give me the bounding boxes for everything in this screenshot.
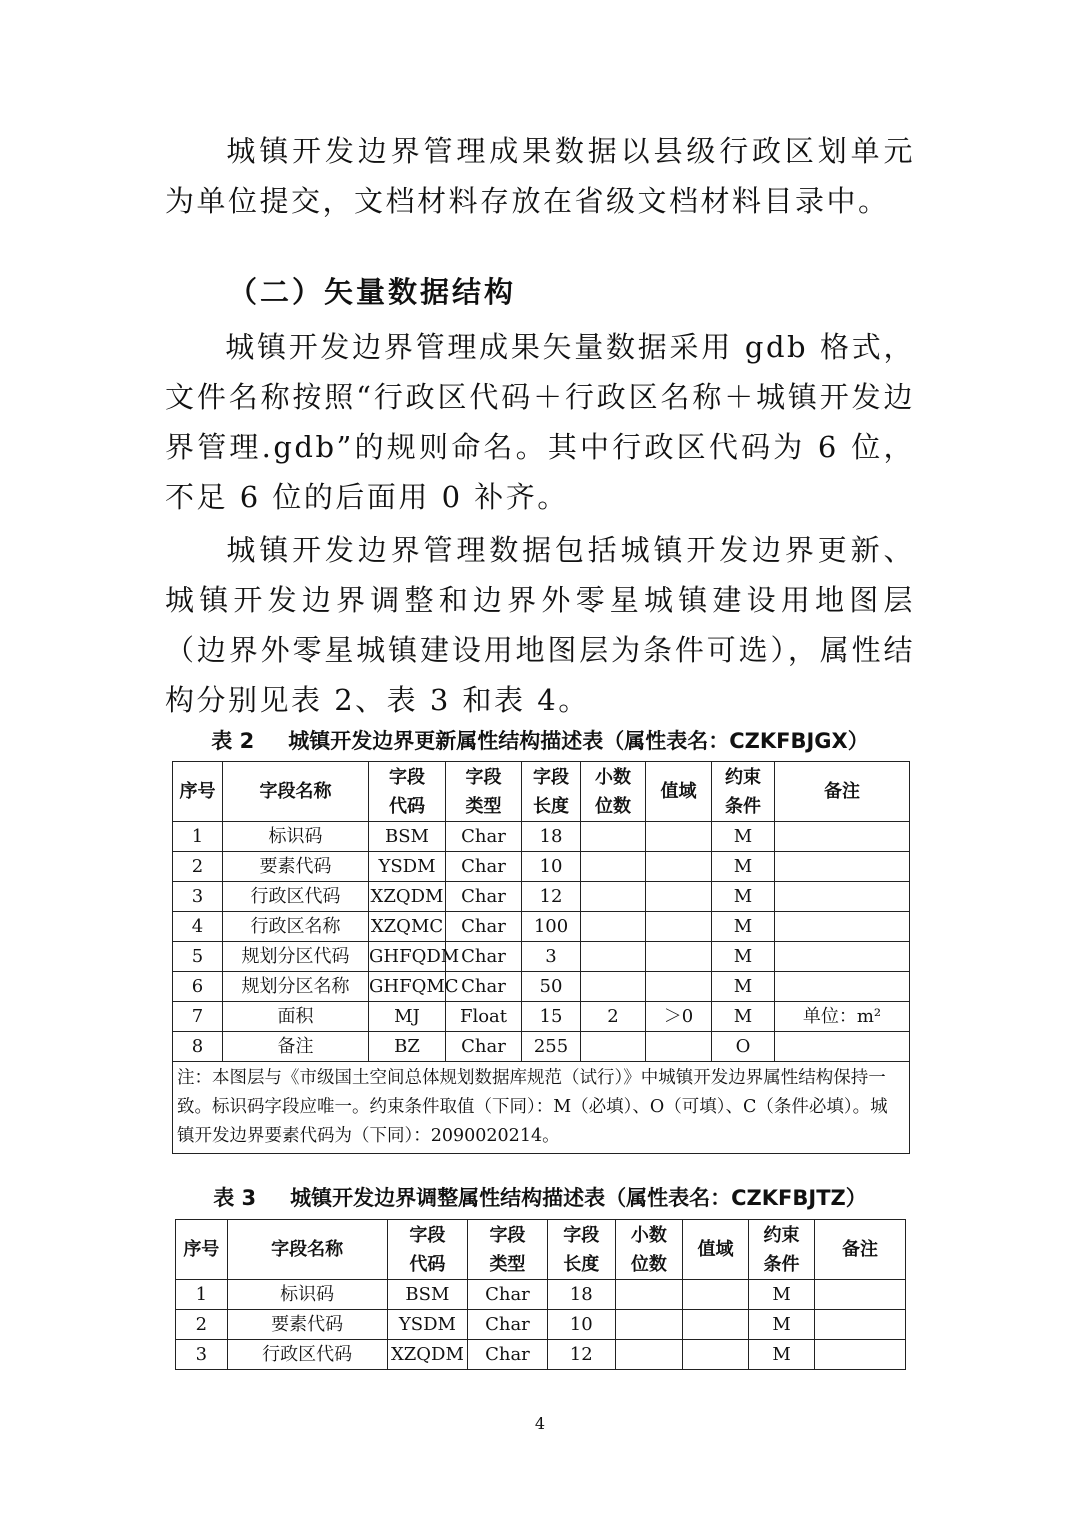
cell-type: Char <box>468 1340 548 1370</box>
header-field-code: 字段 代码 <box>369 762 446 822</box>
cell-code: YSDM <box>369 852 446 882</box>
cell-code: MJ <box>369 1002 446 1032</box>
cell-code: GHFQMC <box>369 972 446 1002</box>
table-row <box>173 972 910 1002</box>
cell-seq: 7 <box>173 1002 223 1032</box>
cell-type: Char <box>468 1280 548 1310</box>
cell-seq: 5 <box>173 942 223 972</box>
cell-type: Char <box>446 942 522 972</box>
table-header-row <box>173 762 910 822</box>
cell-len: 50 <box>522 972 581 1002</box>
cell-code: XZQMC <box>369 912 446 942</box>
paragraph-file-format <box>165 322 915 522</box>
cell-name: 标识码 <box>223 822 369 852</box>
paragraph-text: 城镇开发边界管理成果矢量数据采用 gdb 格式，文件名称按照“行政区代码＋行政区名称＋城镇开发边界管理.gdb”的规则命名。其中行政区代码为 6 位，不足 6 位的后面用 0 补齐。 <box>165 330 915 514</box>
cell-cons: M <box>712 912 775 942</box>
cell-type: Float <box>446 1002 522 1032</box>
cell-domain <box>682 1310 748 1340</box>
cell-dec <box>581 882 646 912</box>
cell-remark <box>775 852 910 882</box>
header-seq: 序号 <box>173 762 223 822</box>
cell-type: Char <box>468 1310 548 1340</box>
cell-remark <box>775 972 910 1002</box>
table2-caption-title: 城镇开发边界更新属性结构描述表（属性表名：CZKFBJGX） <box>288 729 869 753</box>
cell-seq: 6 <box>173 972 223 1002</box>
cell-len: 10 <box>547 1310 615 1340</box>
cell-code: YSDM <box>387 1310 468 1340</box>
cell-type: Char <box>446 822 522 852</box>
cell-seq: 8 <box>173 1032 223 1062</box>
cell-type: Char <box>446 912 522 942</box>
cell-remark <box>775 912 910 942</box>
cell-dec <box>615 1340 682 1370</box>
cell-name: 面积 <box>223 1002 369 1032</box>
header-domain: 值域 <box>646 762 712 822</box>
table2 <box>172 761 910 1154</box>
cell-code: BSM <box>387 1280 468 1310</box>
cell-remark: 单位：m² <box>775 1002 910 1032</box>
cell-seq: 2 <box>173 852 223 882</box>
header-domain: 值域 <box>682 1220 748 1280</box>
cell-code: GHFQDM <box>369 942 446 972</box>
cell-remark <box>815 1280 906 1310</box>
table-header-row <box>176 1220 906 1280</box>
cell-dec <box>581 1032 646 1062</box>
paragraph-layers <box>165 525 915 725</box>
cell-dec <box>581 822 646 852</box>
paragraph-submission-unit <box>165 126 915 226</box>
table-row <box>173 822 910 852</box>
cell-remark <box>775 1032 910 1062</box>
cell-dec <box>581 912 646 942</box>
cell-seq: 1 <box>173 822 223 852</box>
cell-domain <box>646 972 712 1002</box>
table3-body <box>176 1280 906 1370</box>
cell-cons: M <box>712 972 775 1002</box>
header-decimals: 小数 位数 <box>581 762 646 822</box>
cell-cons: M <box>749 1310 815 1340</box>
header-decimals: 小数 位数 <box>615 1220 682 1280</box>
table-row <box>173 852 910 882</box>
header-field-name: 字段名称 <box>227 1220 387 1280</box>
table2-body <box>173 822 910 1062</box>
cell-remark <box>815 1310 906 1340</box>
cell-cons: M <box>712 882 775 912</box>
section-heading: （二）矢量数据结构 <box>228 275 517 309</box>
header-field-length: 字段 长度 <box>547 1220 615 1280</box>
cell-name: 要素代码 <box>223 852 369 882</box>
table2-caption <box>0 726 1080 756</box>
table2-caption-number: 表 2 <box>211 729 255 753</box>
cell-domain <box>646 1032 712 1062</box>
cell-name: 要素代码 <box>227 1310 387 1340</box>
cell-cons: M <box>749 1340 815 1370</box>
cell-cons: M <box>749 1280 815 1310</box>
table-row <box>173 882 910 912</box>
cell-len: 3 <box>522 942 581 972</box>
cell-cons: M <box>712 942 775 972</box>
cell-remark <box>775 882 910 912</box>
cell-remark <box>775 942 910 972</box>
table3 <box>175 1219 906 1370</box>
table2-note: 注：本图层与《市级国土空间总体规划数据库规范（试行）》中城镇开发边界属性结构保持一致。标识码字段应唯一。约束条件取值（下同）：M（必填）、O（可填）、C（条件必填）。城镇开发边界要素代码为（下同）：2090020214。 <box>173 1062 910 1154</box>
cell-len: 15 <box>522 1002 581 1032</box>
cell-type: Char <box>446 972 522 1002</box>
cell-code: BZ <box>369 1032 446 1062</box>
cell-domain <box>682 1280 748 1310</box>
table-row <box>176 1340 906 1370</box>
cell-domain <box>646 882 712 912</box>
cell-cons: O <box>712 1032 775 1062</box>
cell-dec <box>581 852 646 882</box>
cell-len: 100 <box>522 912 581 942</box>
cell-domain <box>682 1340 748 1370</box>
header-constraint: 约束 条件 <box>749 1220 815 1280</box>
cell-remark <box>775 822 910 852</box>
cell-dec <box>615 1280 682 1310</box>
header-field-type: 字段 类型 <box>468 1220 548 1280</box>
cell-cons: M <box>712 1002 775 1032</box>
cell-dec <box>581 942 646 972</box>
table-row <box>173 1002 910 1032</box>
cell-type: Char <box>446 1032 522 1062</box>
header-field-name: 字段名称 <box>223 762 369 822</box>
cell-code: BSM <box>369 822 446 852</box>
cell-len: 255 <box>522 1032 581 1062</box>
cell-dec <box>581 972 646 1002</box>
cell-code: XZQDM <box>387 1340 468 1370</box>
table-row <box>173 912 910 942</box>
cell-name: 标识码 <box>227 1280 387 1310</box>
table3-caption-title: 城镇开发边界调整属性结构描述表（属性表名：CZKFBJTZ） <box>290 1186 867 1210</box>
table-row <box>176 1280 906 1310</box>
cell-type: Char <box>446 882 522 912</box>
cell-name: 行政区代码 <box>223 882 369 912</box>
cell-code: XZQDM <box>369 882 446 912</box>
cell-name: 行政区代码 <box>227 1340 387 1370</box>
cell-type: Char <box>446 852 522 882</box>
cell-seq: 3 <box>173 882 223 912</box>
cell-len: 18 <box>547 1280 615 1310</box>
cell-domain <box>646 942 712 972</box>
header-remark: 备注 <box>815 1220 906 1280</box>
cell-cons: M <box>712 852 775 882</box>
table2-note-row <box>173 1062 910 1154</box>
table-row <box>173 1032 910 1062</box>
header-seq: 序号 <box>176 1220 228 1280</box>
cell-seq: 1 <box>176 1280 228 1310</box>
header-constraint: 约束 条件 <box>712 762 775 822</box>
cell-name: 备注 <box>223 1032 369 1062</box>
cell-cons: M <box>712 822 775 852</box>
cell-name: 规划分区名称 <box>223 972 369 1002</box>
table-row <box>176 1310 906 1340</box>
paragraph-text: 城镇开发边界管理数据包括城镇开发边界更新、城镇开发边界调整和边界外零星城镇建设用地图层（边界外零星城镇建设用地图层为条件可选），属性结构分别见表 2、表 3 和表 4。 <box>165 533 915 717</box>
cell-len: 12 <box>522 882 581 912</box>
cell-dec: 2 <box>581 1002 646 1032</box>
cell-domain: ＞0 <box>646 1002 712 1032</box>
cell-domain <box>646 912 712 942</box>
cell-name: 行政区名称 <box>223 912 369 942</box>
header-field-code: 字段 代码 <box>387 1220 468 1280</box>
header-remark: 备注 <box>775 762 910 822</box>
header-field-type: 字段 类型 <box>446 762 522 822</box>
cell-domain <box>646 822 712 852</box>
table-row <box>173 942 910 972</box>
table3-caption-number: 表 3 <box>213 1186 257 1210</box>
page-number: 4 <box>534 1414 546 1433</box>
cell-len: 10 <box>522 852 581 882</box>
header-field-length: 字段 长度 <box>522 762 581 822</box>
cell-len: 12 <box>547 1340 615 1370</box>
table3-caption <box>0 1183 1080 1213</box>
cell-seq: 2 <box>176 1310 228 1340</box>
cell-name: 规划分区代码 <box>223 942 369 972</box>
cell-dec <box>615 1310 682 1340</box>
paragraph-text: 城镇开发边界管理成果数据以县级行政区划单元为单位提交，文档材料存放在省级文档材料目录中。 <box>165 134 915 218</box>
cell-remark <box>815 1340 906 1370</box>
cell-seq: 3 <box>176 1340 228 1370</box>
cell-domain <box>646 852 712 882</box>
cell-seq: 4 <box>173 912 223 942</box>
cell-len: 18 <box>522 822 581 852</box>
